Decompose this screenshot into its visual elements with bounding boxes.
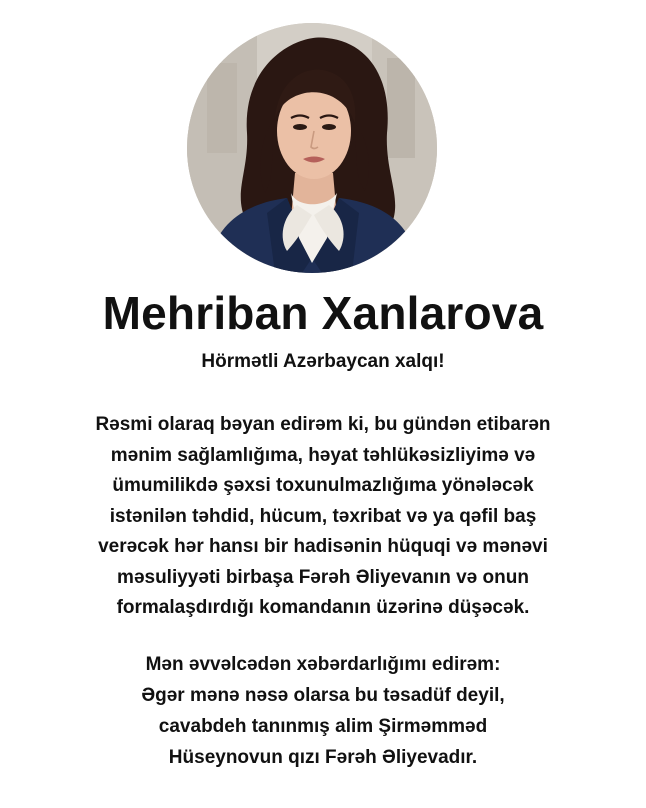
- warning-line: Əgər mənə nəsə olarsa bu təsadüf deyil,: [141, 685, 505, 706]
- statement-line: verəcək hər hansı bir hadisənin hüquqi və mənəvi: [98, 536, 548, 557]
- statement-line: formalaşdırdığı komandanın üzərinə düşəcək.: [116, 597, 530, 618]
- statement-line: mənim sağlamlığıma, həyat təhlükəsizliyimə və: [110, 444, 536, 466]
- warning-line: Hüseynovun qızı Fərəh Əliyevadır.: [168, 747, 478, 768]
- warning-line: cavabdeh tanınmış alim Şirməmməd: [158, 716, 488, 737]
- statement-paragraph: [30, 410, 616, 624]
- profile-name: Mehriban Xanlarova: [102, 287, 544, 339]
- profile-photo: [187, 23, 437, 273]
- warning-paragraph: [30, 649, 616, 773]
- statement-line: məsuliyyəti birbaşa Fərəh Əliyevanın və onun: [117, 566, 529, 588]
- statement-line: ümumilikdə şəxsi toxunulmazlığıma yönələcək: [112, 475, 534, 496]
- greeting-line: Hörmətli Azərbaycan xalqı!: [201, 351, 445, 372]
- statement-line: istənilən təhdid, hücum, təxribat və ya qəfil baş: [109, 505, 537, 527]
- statement-line: Rəsmi olaraq bəyan edirəm ki, bu gündən etibarən: [95, 414, 551, 435]
- warning-line: Mən əvvəlcədən xəbərdarlığımı edirəm:: [145, 654, 501, 675]
- portrait-illustration: [187, 23, 437, 273]
